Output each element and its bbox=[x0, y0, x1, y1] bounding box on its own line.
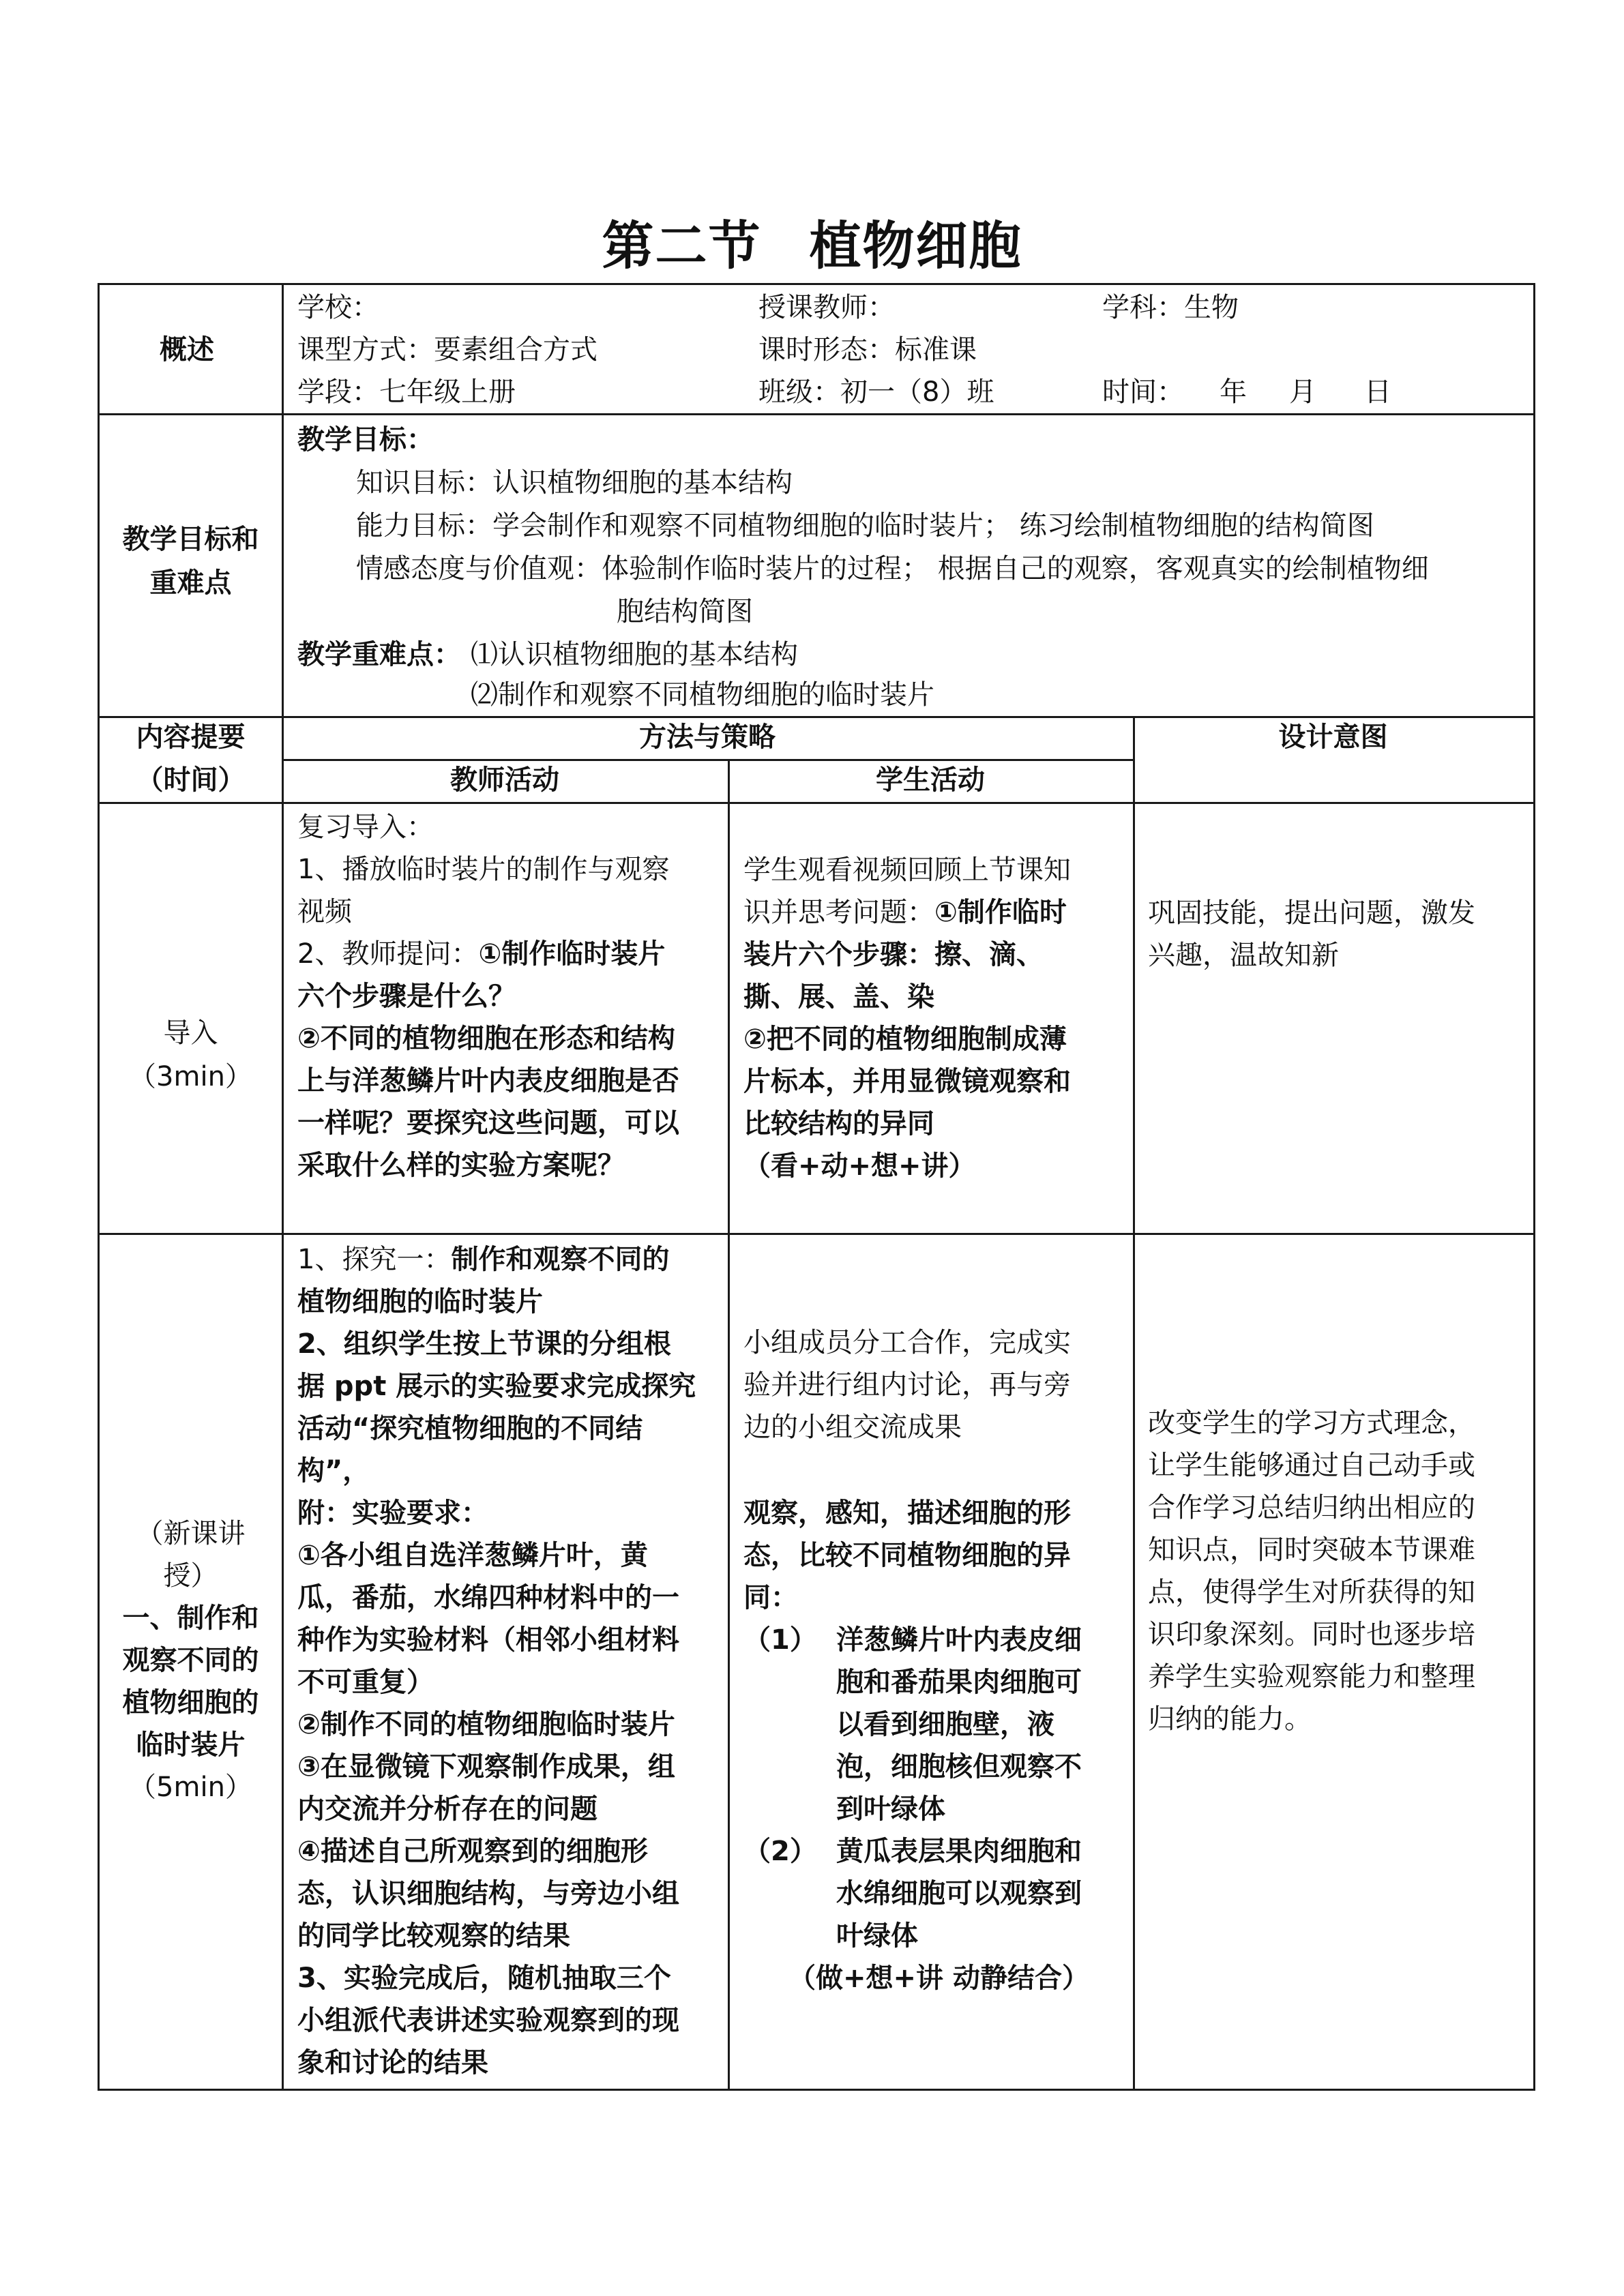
text-line bbox=[836, 1746, 1082, 1788]
text-line-content: 水绵细胞可以观察到 bbox=[836, 1878, 1082, 1909]
text-line bbox=[1148, 1487, 1475, 1529]
text-line bbox=[297, 933, 679, 975]
text-line-content: ②不同的植物细胞在形态和结构 bbox=[297, 1023, 675, 1054]
text-line bbox=[836, 1661, 1082, 1703]
text-line bbox=[743, 849, 1071, 891]
text-line bbox=[297, 1323, 696, 1365]
school-field: 学校： bbox=[297, 292, 379, 323]
emotion-goal: 情感态度与价值观：体验制作临时装片的过程； 根据自己的观察，客观真实的绘制植物细 bbox=[356, 553, 1429, 584]
page-title: 第二节 植物细胞 bbox=[602, 215, 1022, 276]
text-line-content: 以看到细胞壁，液 bbox=[836, 1709, 1054, 1740]
text-line-content: 小组成员分工合作，完成实 bbox=[743, 1327, 1071, 1358]
text-line-content: 让学生能够通过自己动手或 bbox=[1148, 1450, 1475, 1481]
text-line-content: 态，认识细胞结构，与旁边小组 bbox=[297, 1878, 679, 1909]
text-line bbox=[100, 1682, 282, 1724]
text-line bbox=[297, 1873, 696, 1915]
text-line bbox=[1148, 934, 1475, 976]
text-line bbox=[297, 1060, 679, 1102]
text-line-content: 瓜，番茄，水绵四种材料中的一 bbox=[297, 1582, 679, 1613]
text-line bbox=[1148, 1698, 1475, 1740]
text-line-content: 3、实验完成后，随机抽取三个 bbox=[297, 1963, 671, 1994]
knowledge-goal: 知识目标：认识植物细胞的基本结构 bbox=[356, 467, 793, 498]
text-line bbox=[743, 976, 1071, 1018]
teacher-activity-header: 教师活动 bbox=[450, 764, 559, 796]
text-line bbox=[100, 1724, 282, 1766]
text-line-content: 制作和观察不同的 bbox=[451, 1244, 670, 1275]
text-line-content: 上与洋葱鳞片叶内表皮细胞是否 bbox=[297, 1065, 679, 1097]
ability-goal: 能力目标：学会制作和观察不同植物细胞的临时装片； 练习绘制植物细胞的结构简图 bbox=[356, 510, 1374, 541]
text-line bbox=[297, 1788, 696, 1830]
text-line-content: 构”， bbox=[297, 1455, 370, 1487]
text-line bbox=[743, 1103, 1071, 1145]
key-point: ⑴认识植物细胞的基本结构 bbox=[471, 639, 798, 670]
text-line bbox=[1148, 1529, 1475, 1571]
text-line-content: 片标本，并用显微镜观察和 bbox=[743, 1066, 1071, 1097]
newlesson-student-intro bbox=[743, 1322, 1071, 1448]
text-line bbox=[836, 1619, 1082, 1661]
goals-heading: 教学目标： bbox=[297, 424, 434, 456]
col-divider bbox=[282, 285, 284, 2089]
text-line-content: 改变学生的学习方式理念， bbox=[1148, 1407, 1475, 1439]
key-points-label: 教学重难点： bbox=[297, 639, 461, 670]
text-line-content: 的同学比较观察的结果 bbox=[297, 1920, 570, 1952]
text-line-content: 不可重复） bbox=[297, 1667, 434, 1698]
year-label: 年 bbox=[1220, 376, 1247, 408]
time-label: 时间： bbox=[1102, 376, 1184, 408]
text-line bbox=[297, 1915, 696, 1957]
lesson-type-field: 课型方式：要素组合方式 bbox=[297, 334, 597, 366]
newlesson-label bbox=[100, 1512, 282, 1808]
text-line-content: 视频 bbox=[297, 896, 352, 927]
text-line bbox=[1148, 1444, 1475, 1487]
text-line-content: 泡，细胞核但观察不 bbox=[836, 1751, 1082, 1783]
subject-field: 学科：生物 bbox=[1102, 292, 1239, 323]
text-line-content: ④描述自己所观察到的细胞形 bbox=[297, 1836, 648, 1867]
emotion-goal: 胞结构简图 bbox=[617, 596, 753, 627]
text-line bbox=[1148, 1656, 1475, 1698]
text-line-content: 兴趣，温故知新 bbox=[1148, 940, 1339, 971]
col-divider bbox=[1133, 716, 1135, 2089]
text-line-content: （新课讲 bbox=[136, 1518, 246, 1549]
text-line bbox=[1148, 1613, 1475, 1656]
text-line bbox=[100, 1512, 282, 1555]
text-line bbox=[297, 1365, 696, 1407]
text-line bbox=[297, 1102, 679, 1144]
content-header: 内容提要 bbox=[136, 721, 246, 753]
text-line bbox=[297, 1661, 696, 1703]
methods-header: 方法与策略 bbox=[639, 721, 776, 753]
item-number: （1） bbox=[743, 1624, 817, 1656]
text-line-content: 黄瓜表层果肉细胞和 bbox=[836, 1836, 1082, 1867]
text-line-content: 2、组织学生按上节课的分组根 bbox=[297, 1328, 671, 1360]
intro-design-intent bbox=[1148, 892, 1475, 976]
text-line bbox=[836, 1915, 1082, 1957]
text-line bbox=[297, 1144, 679, 1187]
text-line bbox=[297, 1407, 696, 1450]
text-line-content: 活动“探究植物细胞的不同结 bbox=[297, 1413, 643, 1444]
text-line-content: （看+动+想+讲） bbox=[743, 1150, 976, 1182]
text-line-content: 识印象深刻。同时也逐步培 bbox=[1148, 1619, 1475, 1650]
intro-label: 导入 bbox=[163, 1017, 218, 1049]
text-line bbox=[1148, 892, 1475, 934]
row-divider bbox=[100, 413, 1533, 415]
text-line-content: 洋葱鳞片叶内表皮细 bbox=[836, 1624, 1082, 1656]
text-line bbox=[297, 975, 679, 1017]
text-line bbox=[743, 891, 1071, 934]
text-line-prefix: 2、教师提问： bbox=[297, 938, 479, 970]
design-header: 设计意图 bbox=[1278, 721, 1388, 753]
goals-label: 教学目标和 bbox=[122, 524, 259, 555]
class-field: 班级：初一（8）班 bbox=[758, 376, 994, 408]
month-label: 月 bbox=[1289, 376, 1316, 408]
text-line-content: 1、播放临时装片的制作与观察 bbox=[297, 854, 670, 885]
text-line bbox=[836, 1873, 1082, 1915]
text-line-content: 授） bbox=[163, 1560, 218, 1592]
text-line-content: 点，使得学生对所获得的知 bbox=[1148, 1577, 1475, 1608]
text-line bbox=[297, 806, 679, 848]
text-line-content: 复习导入： bbox=[297, 811, 434, 843]
text-line-content: 植物细胞的临时装片 bbox=[297, 1286, 543, 1317]
lesson-plan-table bbox=[98, 283, 1535, 2091]
text-line-prefix: 识并思考问题： bbox=[743, 897, 934, 928]
text-line-content: 装片六个步骤：擦、滴、 bbox=[743, 939, 1044, 970]
text-line bbox=[743, 1018, 1071, 1060]
text-line bbox=[100, 1597, 282, 1639]
text-line-content: ①制作临时 bbox=[934, 897, 1067, 928]
text-line bbox=[1148, 1571, 1475, 1613]
item-number: （2） bbox=[743, 1836, 817, 1867]
text-line bbox=[836, 1703, 1082, 1746]
text-line-content: 据 ppt 展示的实验要求完成探究 bbox=[297, 1371, 696, 1402]
text-line bbox=[297, 1492, 696, 1534]
text-line-content: 小组派代表讲述实验观察到的现 bbox=[297, 2005, 679, 2036]
text-line-content: 六个步骤是什么？ bbox=[297, 981, 516, 1012]
text-line bbox=[297, 1017, 679, 1060]
stage-field: 学段：七年级上册 bbox=[297, 376, 516, 408]
text-line bbox=[743, 1577, 1071, 1619]
text-line bbox=[743, 1492, 1071, 1534]
text-line bbox=[297, 1238, 696, 1281]
text-line bbox=[100, 1555, 282, 1597]
text-line bbox=[100, 1639, 282, 1682]
text-line-content: 态，比较不同植物细胞的异 bbox=[743, 1540, 1071, 1571]
text-line-content: 知识点，同时突破本节课难 bbox=[1148, 1534, 1475, 1566]
text-line-content: 观察，感知，描述细胞的形 bbox=[743, 1497, 1071, 1529]
text-line-content: 合作学习总结归纳出相应的 bbox=[1148, 1492, 1475, 1523]
text-line bbox=[297, 1450, 696, 1492]
text-line bbox=[743, 1364, 1071, 1406]
text-line-content: （5min） bbox=[129, 1772, 252, 1803]
text-line bbox=[100, 1766, 282, 1808]
observation-item bbox=[836, 1619, 1082, 1830]
newlesson-teacher-activity bbox=[297, 1238, 696, 2084]
intro-time: （3min） bbox=[129, 1061, 252, 1092]
text-line bbox=[297, 1703, 696, 1746]
text-line bbox=[1148, 1402, 1475, 1444]
text-line bbox=[297, 1577, 696, 1619]
text-line-content: 一样呢？要探究这些问题，可以 bbox=[297, 1107, 679, 1139]
key-point: ⑵制作和观察不同植物细胞的临时装片 bbox=[471, 679, 934, 711]
text-line bbox=[743, 1322, 1071, 1364]
row-divider bbox=[100, 1233, 1533, 1235]
method-summary: （做+想+讲 动静结合） bbox=[788, 1963, 1089, 1994]
text-line bbox=[297, 1957, 696, 1999]
text-line bbox=[297, 848, 679, 891]
text-line bbox=[297, 1534, 696, 1577]
text-line-content: 归纳的能力。 bbox=[1148, 1703, 1312, 1735]
text-line-content: 同： bbox=[743, 1582, 798, 1613]
content-header: （时间） bbox=[136, 764, 246, 796]
text-line-content: 学生观看视频回顾上节课知 bbox=[743, 854, 1071, 886]
newlesson-student-observation bbox=[743, 1492, 1071, 1619]
text-line bbox=[297, 891, 679, 933]
text-line bbox=[297, 1619, 696, 1661]
text-line-content: 观察不同的 bbox=[122, 1645, 259, 1676]
text-line-content: 到叶绿体 bbox=[836, 1793, 945, 1825]
text-line-content: 叶绿体 bbox=[836, 1920, 918, 1952]
newlesson-design-intent bbox=[1148, 1402, 1475, 1740]
goals-label: 重难点 bbox=[149, 567, 232, 599]
text-line-content: 胞和番茄果肉细胞可 bbox=[836, 1667, 1082, 1698]
teacher-field: 授课教师： bbox=[758, 292, 895, 323]
text-line bbox=[297, 1830, 696, 1873]
day-label: 日 bbox=[1364, 376, 1391, 408]
text-line bbox=[836, 1788, 1082, 1830]
text-line-content: ②制作不同的植物细胞临时装片 bbox=[297, 1709, 675, 1740]
text-line-content: 比较结构的异同 bbox=[743, 1108, 934, 1139]
text-line bbox=[297, 1999, 696, 2042]
text-line bbox=[297, 1746, 696, 1788]
text-line-content: 养学生实验观察能力和整理 bbox=[1148, 1661, 1475, 1693]
text-line-content: ①各小组自选洋葱鳞片叶，黄 bbox=[297, 1540, 648, 1571]
text-line-content: ①制作临时装片 bbox=[478, 938, 666, 970]
text-line-content: 象和讨论的结果 bbox=[297, 2047, 488, 2078]
text-line bbox=[743, 1145, 1071, 1187]
text-line-content: 附：实验要求： bbox=[297, 1497, 488, 1529]
text-line-prefix: 1、探究一： bbox=[297, 1244, 452, 1275]
text-line-content: 内交流并分析存在的问题 bbox=[297, 1793, 597, 1825]
overview-label: 概述 bbox=[160, 334, 214, 366]
text-line bbox=[743, 1406, 1071, 1448]
text-line-content: 一、制作和 bbox=[122, 1602, 259, 1634]
observation-item bbox=[836, 1830, 1082, 1957]
text-line-content: 巩固技能，提出问题，激发 bbox=[1148, 897, 1475, 929]
lesson-form-field: 课时形态：标准课 bbox=[758, 334, 977, 366]
text-line bbox=[743, 1060, 1071, 1103]
text-line bbox=[297, 2042, 696, 2084]
intro-teacher-activity bbox=[297, 806, 679, 1187]
text-line-content: 植物细胞的 bbox=[122, 1687, 259, 1718]
student-activity-header: 学生活动 bbox=[876, 764, 985, 796]
text-line bbox=[836, 1830, 1082, 1873]
text-line bbox=[743, 934, 1071, 976]
text-line-content: 临时装片 bbox=[136, 1729, 246, 1761]
text-line bbox=[297, 1281, 696, 1323]
text-line bbox=[743, 1534, 1071, 1577]
text-line-content: 验并进行组内讨论，再与旁 bbox=[743, 1369, 1071, 1401]
text-line-content: 种作为实验材料（相邻小组材料 bbox=[297, 1624, 679, 1656]
text-line-content: 撕、展、盖、染 bbox=[743, 981, 934, 1013]
text-line-content: ③在显微镜下观察制作成果，组 bbox=[297, 1751, 675, 1783]
col-divider bbox=[728, 759, 730, 2089]
text-line-content: 采取什么样的实验方案呢？ bbox=[297, 1150, 625, 1181]
row-divider bbox=[100, 802, 1533, 804]
text-line-content: 边的小组交流成果 bbox=[743, 1412, 962, 1443]
intro-student-activity bbox=[743, 849, 1071, 1187]
text-line-content: ②把不同的植物细胞制成薄 bbox=[743, 1024, 1067, 1055]
